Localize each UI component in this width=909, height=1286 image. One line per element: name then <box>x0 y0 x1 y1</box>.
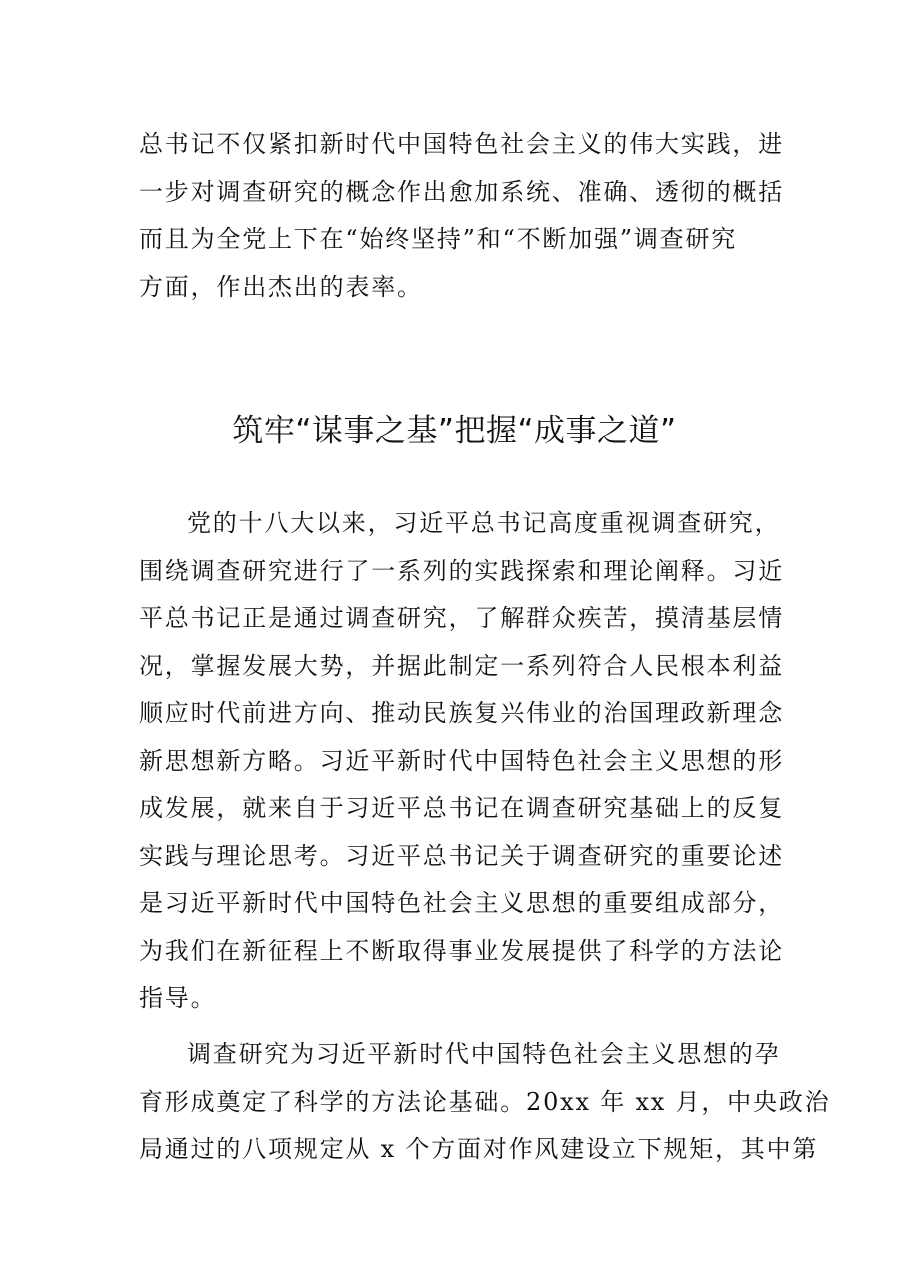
paragraph-1-line: 实践与理论思考。习近平总书记关于调查研究的重要论述 <box>139 841 784 870</box>
intro-line: 总书记不仅紧扣新时代中国特色社会主义的伟大实践，进 <box>139 130 784 158</box>
paragraph-1-line: 新思想新方略。习近平新时代中国特色社会主义思想的形 <box>139 746 784 775</box>
section-heading: 筑牢“谋事之基”把握“成事之道” <box>232 413 677 449</box>
paragraph-1-line: 成发展，就来自于习近平总书记在调查研究基础上的反复 <box>139 794 784 822</box>
paragraph-1-line: 围绕调查研究进行了一系列的实践探索和理论阐释。习近 <box>139 556 784 585</box>
paragraph-2 <box>139 1031 831 1174</box>
paragraph-1-line: 顺应时代前进方向、推动民族复兴伟业的治国理政新理念 <box>139 699 784 727</box>
paragraph-2-line: 调查研究为习近平新时代中国特色社会主义思想的孕 <box>187 1040 781 1068</box>
paragraph-2-line: 育形成奠定了科学的方法论基础。20xx 年 xx 月，中央政治 <box>139 1087 831 1116</box>
intro-paragraph <box>139 121 784 311</box>
paragraph-2-line: 局通过的八项规定从 x 个方面对作风建设立下规矩，其中第 <box>139 1135 819 1163</box>
paragraph-1-line: 况，掌握发展大势，并据此制定一系列符合人民根本利益 <box>139 651 784 680</box>
intro-line: 方面，作出杰出的表率。 <box>139 272 423 301</box>
intro-line: 而且为全党上下在“始终坚持”和“不断加强”调查研究 <box>139 225 738 253</box>
paragraph-1-line: 是习近平新时代中国特色社会主义思想的重要组成部分， <box>139 889 784 917</box>
paragraph-1-line: 为我们在新征程上不断取得事业发展提供了科学的方法论 <box>139 936 784 965</box>
intro-line: 一步对调查研究的概念作出愈加系统、准确、透彻的概括 <box>139 177 784 206</box>
paragraph-1 <box>139 500 784 1023</box>
paragraph-1-line: 平总书记正是通过调查研究，了解群众疾苦，摸清基层情 <box>139 604 784 632</box>
paragraph-1-line: 党的十八大以来，习近平总书记高度重视调查研究， <box>187 509 781 537</box>
paragraph-1-line: 指导。 <box>139 984 217 1012</box>
